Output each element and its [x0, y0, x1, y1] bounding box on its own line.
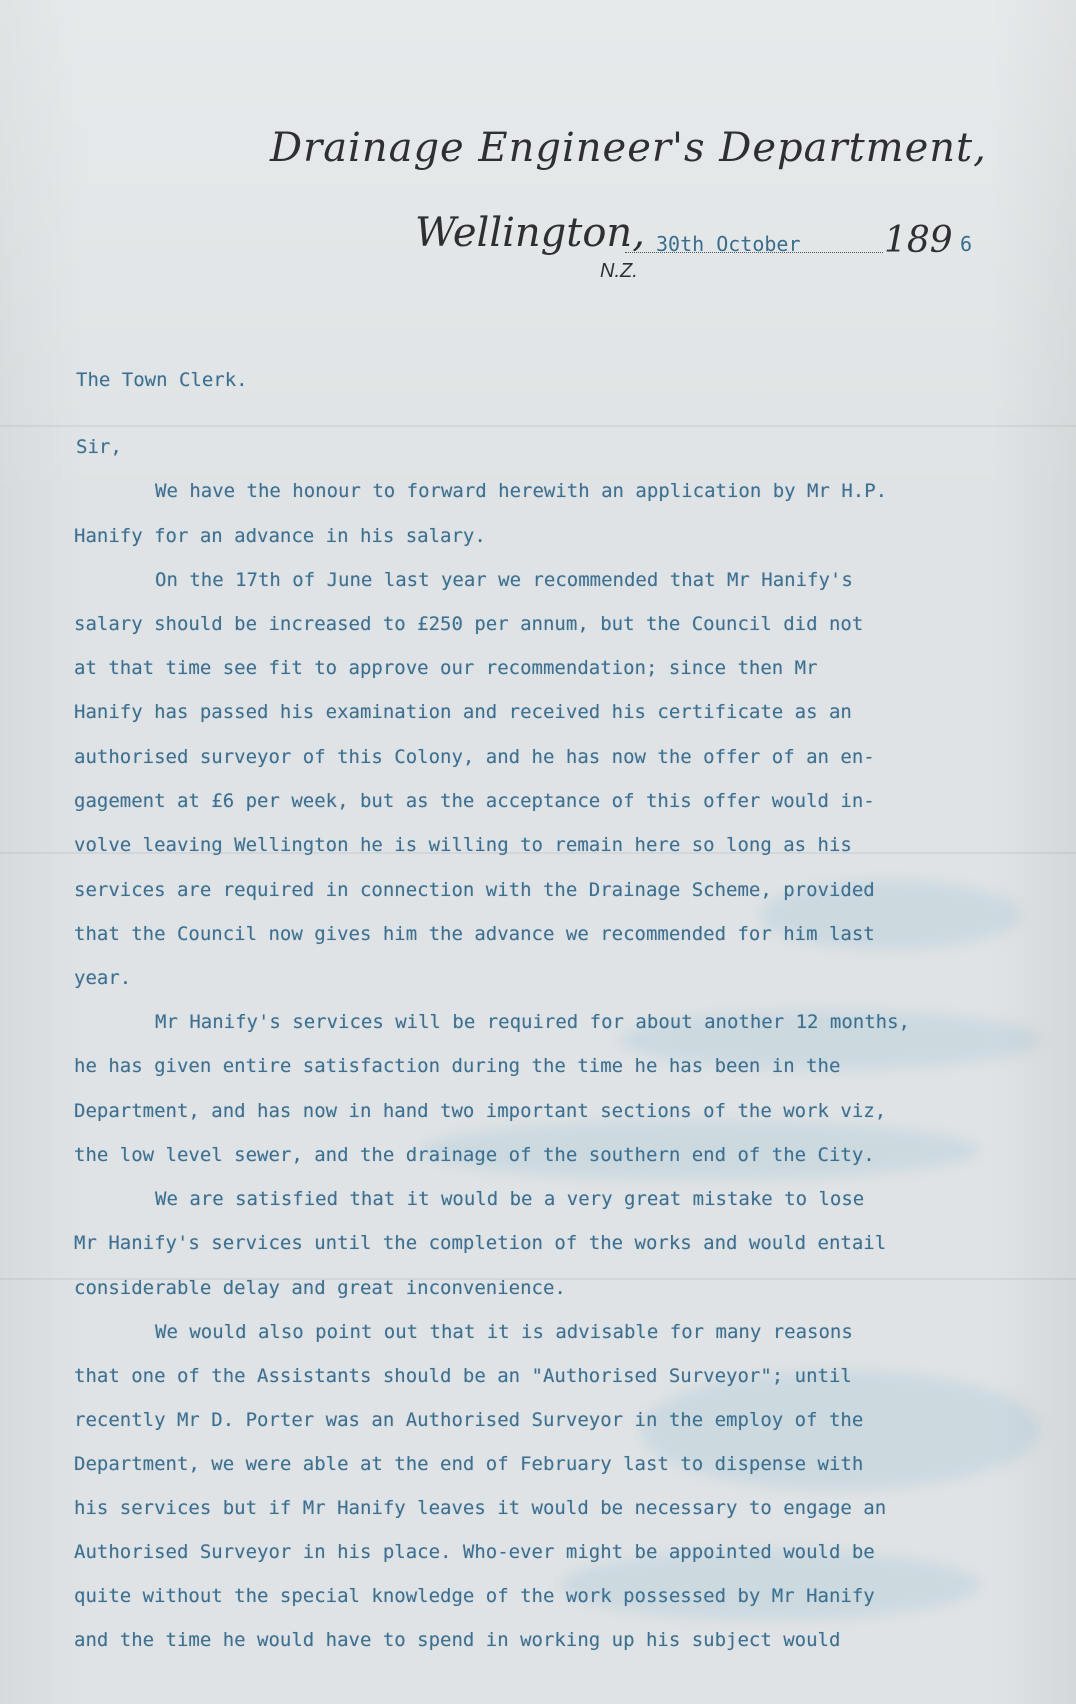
paper-fold [0, 425, 1076, 427]
year-digit: 6 [960, 232, 973, 256]
body-line: quite without the special knowledge of the work possessed by Mr Hanify [74, 1585, 875, 1607]
body-line: We have the honour to forward herewith an application by Mr H.P. [155, 480, 888, 502]
body-line: considerable delay and great inconvenience. [74, 1277, 566, 1299]
body-line: that the Council now gives him the advance we recommended for him last [74, 923, 875, 945]
body-line: Mr Hanify's services until the completion of the works and would entail [74, 1232, 887, 1254]
body-line: Department, we were able at the end of February last to dispense with [74, 1453, 864, 1475]
body-line: Department, and has now in hand two important sections of the work viz, [74, 1100, 887, 1122]
body-line: authorised surveyor of this Colony, and he has now the offer of an en- [74, 746, 875, 768]
place-sub: N.Z. [600, 260, 638, 282]
body-line: year. [74, 967, 132, 989]
body-line: that one of the Assistants should be an "Authorised Surveyor"; until [74, 1365, 852, 1387]
body-line: at that time see fit to approve our recommendation; since then Mr [74, 657, 818, 679]
place-heading: Wellington, [415, 210, 645, 256]
body-line: and the time he would have to spend in working up his subject would [74, 1629, 841, 1651]
salutation: Sir, [76, 436, 122, 458]
body-line: salary should be increased to £250 per annum, but the Council did not [74, 613, 864, 635]
body-line: Hanify for an advance in his salary. [74, 525, 486, 547]
addressee: The Town Clerk. [76, 369, 248, 391]
year-prefix: 189 [884, 220, 953, 261]
body-line: services are required in connection with the Drainage Scheme, provided [74, 879, 875, 901]
body-line: volve leaving Wellington he is willing to remain here so long as his [74, 834, 852, 856]
body-line: On the 17th of June last year we recommended that Mr Hanify's [155, 569, 853, 591]
body-line: gagement at £6 per week, but as the acceptance of this offer would in- [74, 790, 875, 812]
body-line: Mr Hanify's services will be required for about another 12 months, [155, 1011, 910, 1033]
body-line: We would also point out that it is advisable for many reasons [155, 1321, 853, 1343]
department-heading: Drainage Engineer's Department, [270, 125, 987, 171]
body-line: recently Mr D. Porter was an Authorised Surveyor in the employ of the [74, 1409, 864, 1431]
body-line: his services but if Mr Hanify leaves it would be necessary to engage an [74, 1497, 887, 1519]
body-line: the low level sewer, and the drainage of the southern end of the City. [74, 1144, 875, 1166]
body-line: Authorised Surveyor in his place. Who-ever might be appointed would be [74, 1541, 875, 1563]
body-line: We are satisfied that it would be a very great mistake to lose [155, 1188, 865, 1210]
letter-date: 30th October [656, 232, 801, 256]
body-line: Hanify has passed his examination and received his certificate as an [74, 701, 852, 723]
body-line: he has given entire satisfaction during the time he has been in the [74, 1055, 841, 1077]
